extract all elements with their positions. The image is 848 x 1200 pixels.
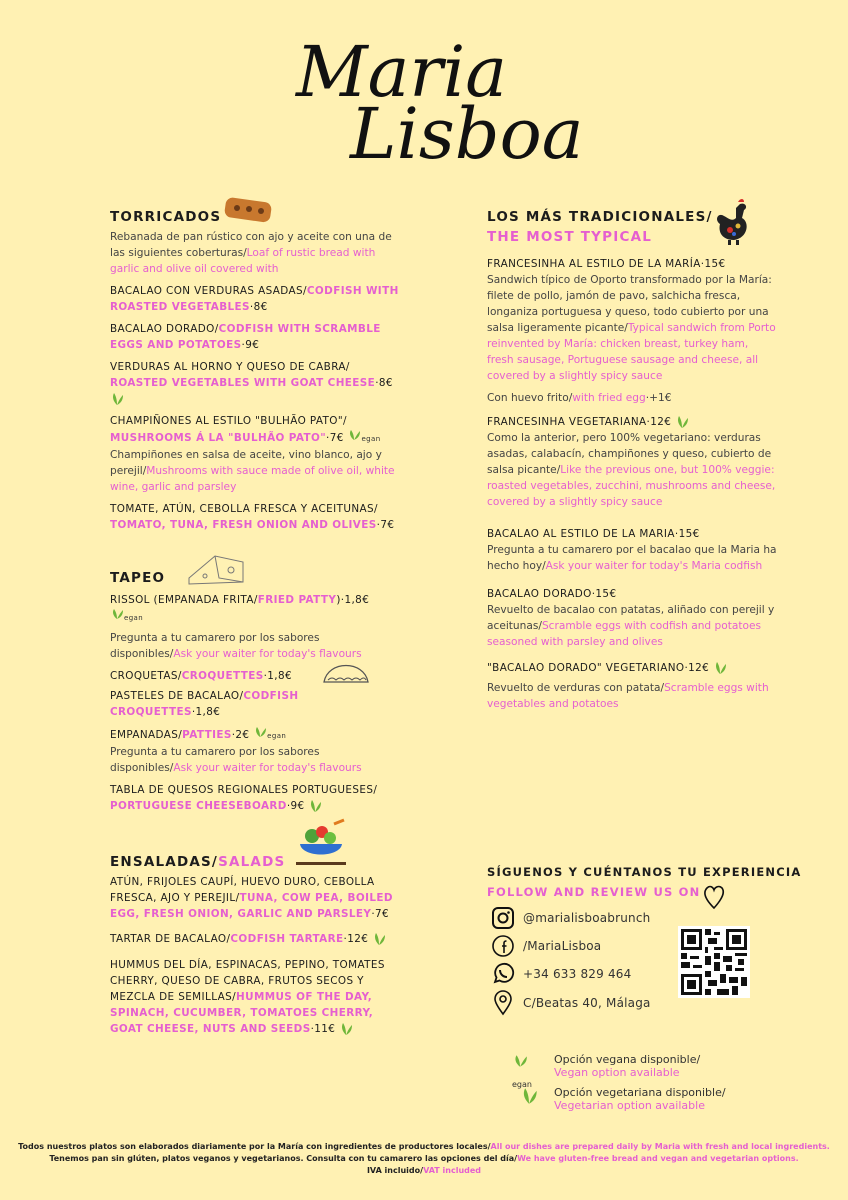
tradicionales-section [487,208,777,712]
menu-item: CHAMPIÑONES AL ESTILO "BULHÃO PATO"/ MUSHROOMS Á LA "BULHÃO PATO"·7€ egan Champiñones en salsa de aceite, vino blanco, ajo y perejil/Mushrooms with sauce made of olive oil, white wine, garlic and parsley [110,415,395,493]
ensaladas-section [110,853,400,1037]
menu-item: CROQUETAS/CROQUETTES·1,8€ [110,670,293,682]
vegan-badge-icon: egan [110,608,143,626]
qr-code-icon[interactable] [678,926,750,998]
torricados-title: TORRICADOS [110,209,222,225]
menu-item: TARTAR DE BACALAO/CODFISH TARTARE·12€ [110,931,400,947]
location-pin-icon [491,990,515,1016]
vegan-badge-icon: egan [512,1053,546,1091]
whatsapp-number: +34 633 829 464 [523,967,632,981]
address-text: C/Beatas 40, Málaga [523,996,651,1010]
menu-item: EMPANADAS/PATTIES·2€ egan Pregunta a tu camarero por los sabores disponibles/Ask your waiter for today's flavours [110,726,400,776]
menu-item: TABLA DE QUESOS REGIONALES PORTUGUESES/ PORTUGUESE CHEESEBOARD·9€ [110,784,378,812]
instagram-icon [491,906,515,930]
empanada-icon [320,654,372,690]
facebook-icon [491,934,515,958]
heart-icon [702,882,726,912]
menu-item: FRANCESINHA VEGETARIANA·12€ Como la anterior, pero 100% vegetariano: verduras asadas, calabacín, champiñones y queso, cubierto de salsa picante/Like the previous one, but 100% veggie: roasted vegetables, zucchini, mushrooms and cheese, covered by a slightly spicy sauce [487,416,776,508]
instagram-handle: @marialisboabrunch [523,911,651,925]
footer-notes: Todos nuestros platos son elaborados diariamente por la María con ingredientes de productores locales/All our dishes are prepared daily by Maria with fresh and local ingredients. Tenemos pan sin glúten, platos veganos y vegetarianos. Consulta con tu camarero las opciones del día/We have gluten-free bread and vegan and vegetarian options. IVA incluido/VAT included [18,1142,830,1175]
instagram-row[interactable] [491,906,650,930]
toast-icon [222,194,276,226]
tapeo-title: TAPEO [110,570,166,586]
menu-item: VERDURAS AL HORNO Y QUESO DE CABRA/ ROASTED VEGETABLES WITH GOAT CHEESE·8€ [110,359,400,407]
legend-vegan: egan Opción vegana disponible/ Vegan option available [512,1053,701,1089]
menu-item: FRANCESINHA AL ESTILO DE LA MARÍA·15€ Sandwich típico de Oporto transformado por la María: filete de pollo, jamón de pavo, salchicha fresca, longaniza portuguesa y queso, todo cubierto por una salsa ligeramente picante/Typical sandwich from Porto reinvented by María: chicken breast, turkey ham, fresh sausage, Portuguese sausage and cheese, all covered by a slightly spicy sauce Con huevo frito/with fried egg·+1€ [487,258,776,404]
whatsapp-row[interactable] [491,962,631,986]
vegetarian-leaf-icon [308,799,322,813]
menu-item: HUMMUS DEL DÍA, ESPINACAS, PEPINO, TOMATES CHERRY, QUESO DE CABRA, FRUTOS SECOS Y MEZCLA DE SEMILLAS/HUMMUS OF THE DAY, SPINACH, CUCUMBER, TOMATOES CHERRY, GOAT CHEESE, NUTS AND SEEDS·11€ [110,959,385,1035]
menu-item: BACALAO AL ESTILO DE LA MARIA·15€ Pregunta a tu camarero por el bacalao que la Maria ha hecho hoy/Ask your waiter for today's Maria codfish [487,528,777,572]
social-title: SÍGUENOS Y CUÉNTANOS TU EXPERIENCIA [487,865,802,879]
vegan-badge-icon: egan [347,429,380,447]
menu-item: ATÚN, FRIJOLES CAUPÍ, HUEVO DURO, CEBOLLA FRESCA, AJO Y PEREJIL/TUNA, COW PEA, BOILED EGG, FRESH ONION, GARLIC AND PARSLEY·7€ [110,876,393,920]
logo-line-1: Maria [296,31,507,113]
vegetarian-leaf-icon [520,1086,538,1106]
maria-lisboa-logo [240,30,620,170]
whatsapp-icon [491,962,515,986]
tradicionales-title: LOS MÁS TRADICIONALES/ [487,209,713,225]
tradicionales-title-en: THE MOST TYPICAL [487,229,653,245]
torricados-section [110,208,400,533]
menu-item: PASTELES DE BACALAO/CODFISH CROQUETTES·1,8€ [110,690,299,718]
address-row [491,990,651,1016]
menu-item: BACALAO DORADO·15€ Revuelto de bacalao con patatas, aliñado con perejil y aceitunas/Scramble eggs with codfish and potatoes seasoned with parsley and olives [487,588,775,648]
social-title-en: FOLLOW AND REVIEW US ON [487,885,701,899]
vegetarian-leaf-icon [110,392,124,406]
cheese-icon [185,548,249,588]
torricados-desc: Rebanada de pan rústico con ajo y aceite con una de las siguientes coberturas/Loaf of rustic bread with garlic and olive oil covered with [110,231,392,275]
rooster-icon [710,198,754,246]
facebook-row[interactable] [491,934,601,958]
salad-bowl-icon [292,818,350,870]
logo-line-2: Lisboa [350,93,584,170]
social-section [487,863,807,901]
menu-item: TOMATE, ATÚN, CEBOLLA FRESCA Y ACEITUNAS/ TOMATO, TUNA, FRESH ONION AND OLIVES·7€ [110,503,395,531]
vegan-badge-icon: egan [253,726,286,744]
tapeo-section [110,569,400,814]
menu-item: RISSOL (EMPANADA FRITA/FRIED PATTY)·1,8€ egan Pregunta a tu camarero por los sabores disponibles/Ask your waiter for today's flavours [110,594,370,660]
menu-item: BACALAO CON VERDURAS ASADAS/CODFISH WITH ROASTED VEGETABLES·8€ [110,285,399,313]
ensaladas-title: ENSALADAS/SALADS [110,854,286,870]
vegetarian-leaf-icon [372,932,386,946]
menu-item: "BACALAO DORADO" VEGETARIANO·12€ Revuelto de verduras con patata/Scramble eggs with vegetables and potatoes [487,662,769,710]
vegetarian-leaf-icon [713,661,727,675]
vegetarian-leaf-icon [675,415,689,429]
menu-item: BACALAO DORADO/CODFISH WITH SCRAMBLE EGGS AND POTATOES·9€ [110,323,381,351]
facebook-handle: /MariaLisboa [523,939,602,953]
legend-vegetarian: Opción vegetariana disponible/ Vegetarian option available [512,1086,726,1112]
vegetarian-leaf-icon [339,1022,353,1036]
